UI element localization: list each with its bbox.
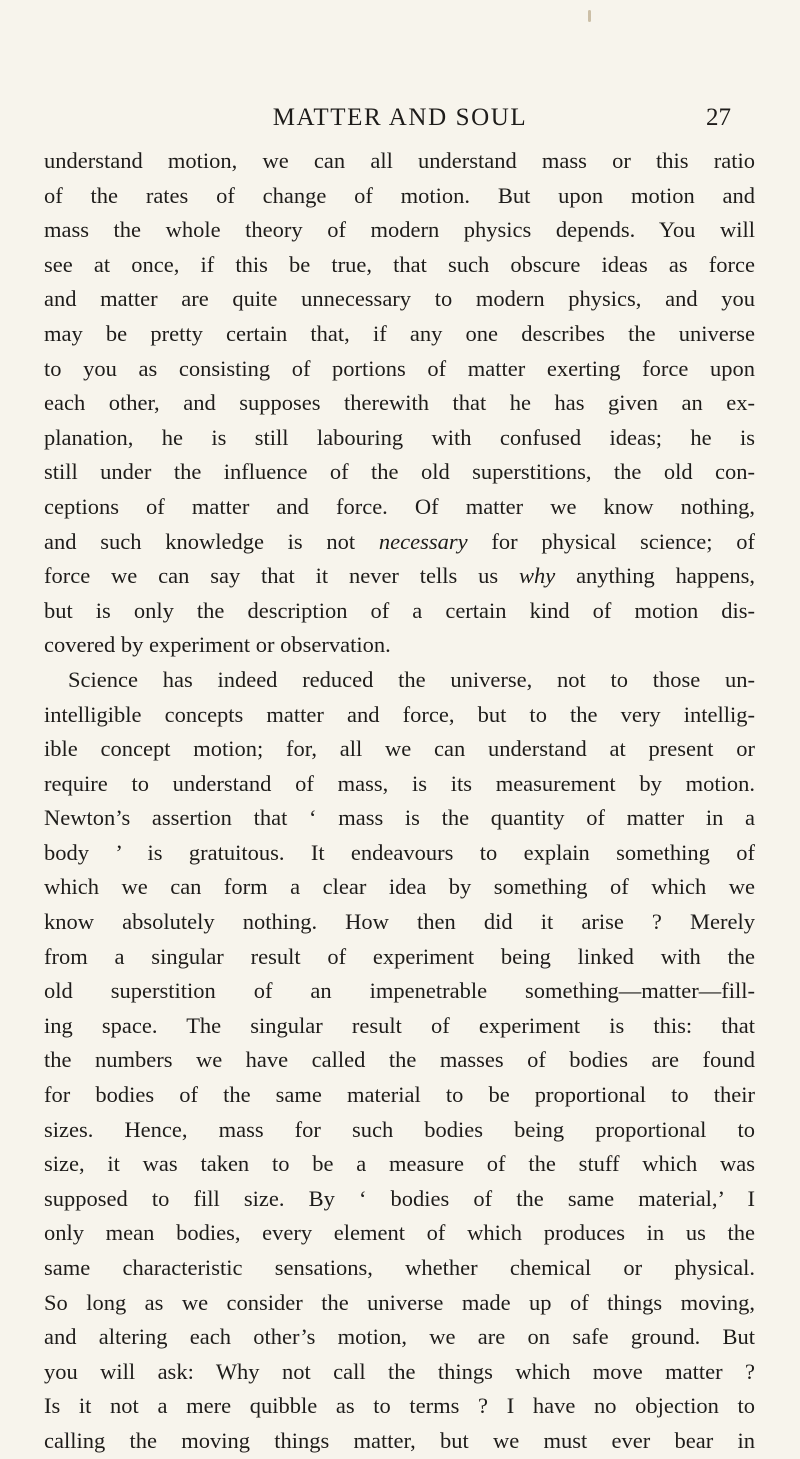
body-text bbox=[44, 144, 755, 1459]
text-line: old superstition of an impenetrable something—matter—fill- bbox=[44, 978, 755, 1004]
text-line: supposed to fill size. By ‘ bodies of the same material,’ I bbox=[44, 1185, 755, 1211]
page-number: 27 bbox=[706, 104, 731, 131]
text-line: to you as consisting of portions of matter exerting force upon bbox=[44, 355, 755, 381]
text-line: calling the moving things matter, but we must ever bear in bbox=[44, 1427, 755, 1453]
text-line: require to understand of mass, is its measurement by motion. bbox=[44, 770, 755, 796]
text-line: understand motion, we can all understand mass or this ratio bbox=[44, 148, 755, 173]
text-line: ceptions of matter and force. Of matter we know nothing, bbox=[44, 493, 755, 519]
text-line: planation, he is still labouring with confused ideas; he is bbox=[44, 424, 755, 450]
running-title: MATTER AND SOUL bbox=[272, 104, 528, 131]
text-line: and matter are quite unnecessary to modern physics, and you bbox=[44, 286, 755, 312]
text-line: know absolutely nothing. How then did it arise ? Merely bbox=[44, 909, 755, 935]
text-line: mass the whole theory of modern physics depends. You will bbox=[44, 217, 755, 243]
text-run: for physical science; of bbox=[467, 528, 755, 554]
text-line: each other, and supposes therewith that he has given an ex- bbox=[44, 390, 755, 416]
text-line: you will ask: Why not call the things which move matter ? bbox=[44, 1358, 755, 1384]
text-line: of the rates of change of motion. But upon motion and bbox=[44, 182, 755, 208]
text-line: So long as we consider the universe made up of things moving, bbox=[44, 1289, 755, 1315]
text-line: ible concept motion; for, all we can understand at present or bbox=[44, 736, 755, 762]
text-line: Newton’s assertion that ‘ mass is the quantity of matter in a bbox=[44, 805, 755, 831]
text-line: which we can form a clear idea by something of which we bbox=[44, 874, 755, 900]
text-line bbox=[44, 559, 755, 594]
text-line: from a singular result of experiment being linked with the bbox=[44, 943, 755, 969]
text-line: and altering each other’s motion, we are on safe ground. But bbox=[44, 1324, 755, 1350]
italic-word: necessary bbox=[378, 528, 468, 554]
text-line: for bodies of the same material to be proportional to their bbox=[44, 1082, 755, 1108]
ink-speck bbox=[588, 10, 591, 22]
text-run: and such knowledge is not bbox=[44, 528, 379, 554]
text-line: ing space. The singular result of experiment is this: that bbox=[44, 1012, 755, 1038]
text-line: body ’ is gratuitous. It endeavours to explain something of bbox=[44, 839, 755, 865]
text-line: see at once, if this be true, that such obscure ideas as force bbox=[44, 251, 755, 277]
text-run: anything happens, bbox=[555, 563, 755, 589]
text-line bbox=[44, 525, 755, 560]
text-line: Science has indeed reduced the universe, not to those un- bbox=[68, 666, 755, 692]
text-line: the numbers we have called the masses of bodies are found bbox=[44, 1047, 755, 1073]
running-head bbox=[0, 104, 800, 144]
text-line: covered by experiment or observation. bbox=[44, 632, 391, 658]
text-line: still under the influence of the old superstitions, the old con- bbox=[44, 459, 755, 485]
text-line: Is it not a mere quibble as to terms ? I have no objection to bbox=[44, 1393, 755, 1419]
italic-word: why bbox=[518, 563, 556, 589]
text-line: only mean bodies, every element of which produces in us the bbox=[44, 1220, 755, 1246]
text-line: may be pretty certain that, if any one describes the universe bbox=[44, 320, 755, 346]
text-run: force we can say that it never tells us bbox=[44, 563, 519, 589]
text-line: but is only the description of a certain kind of motion dis- bbox=[44, 597, 755, 623]
text-line: intelligible concepts matter and force, but to the very intellig- bbox=[44, 701, 755, 727]
text-line: same characteristic sensations, whether chemical or physical. bbox=[44, 1255, 755, 1280]
text-line: sizes. Hence, mass for such bodies being proportional to bbox=[44, 1116, 755, 1142]
text-line: size, it was taken to be a measure of the stuff which was bbox=[44, 1151, 755, 1177]
